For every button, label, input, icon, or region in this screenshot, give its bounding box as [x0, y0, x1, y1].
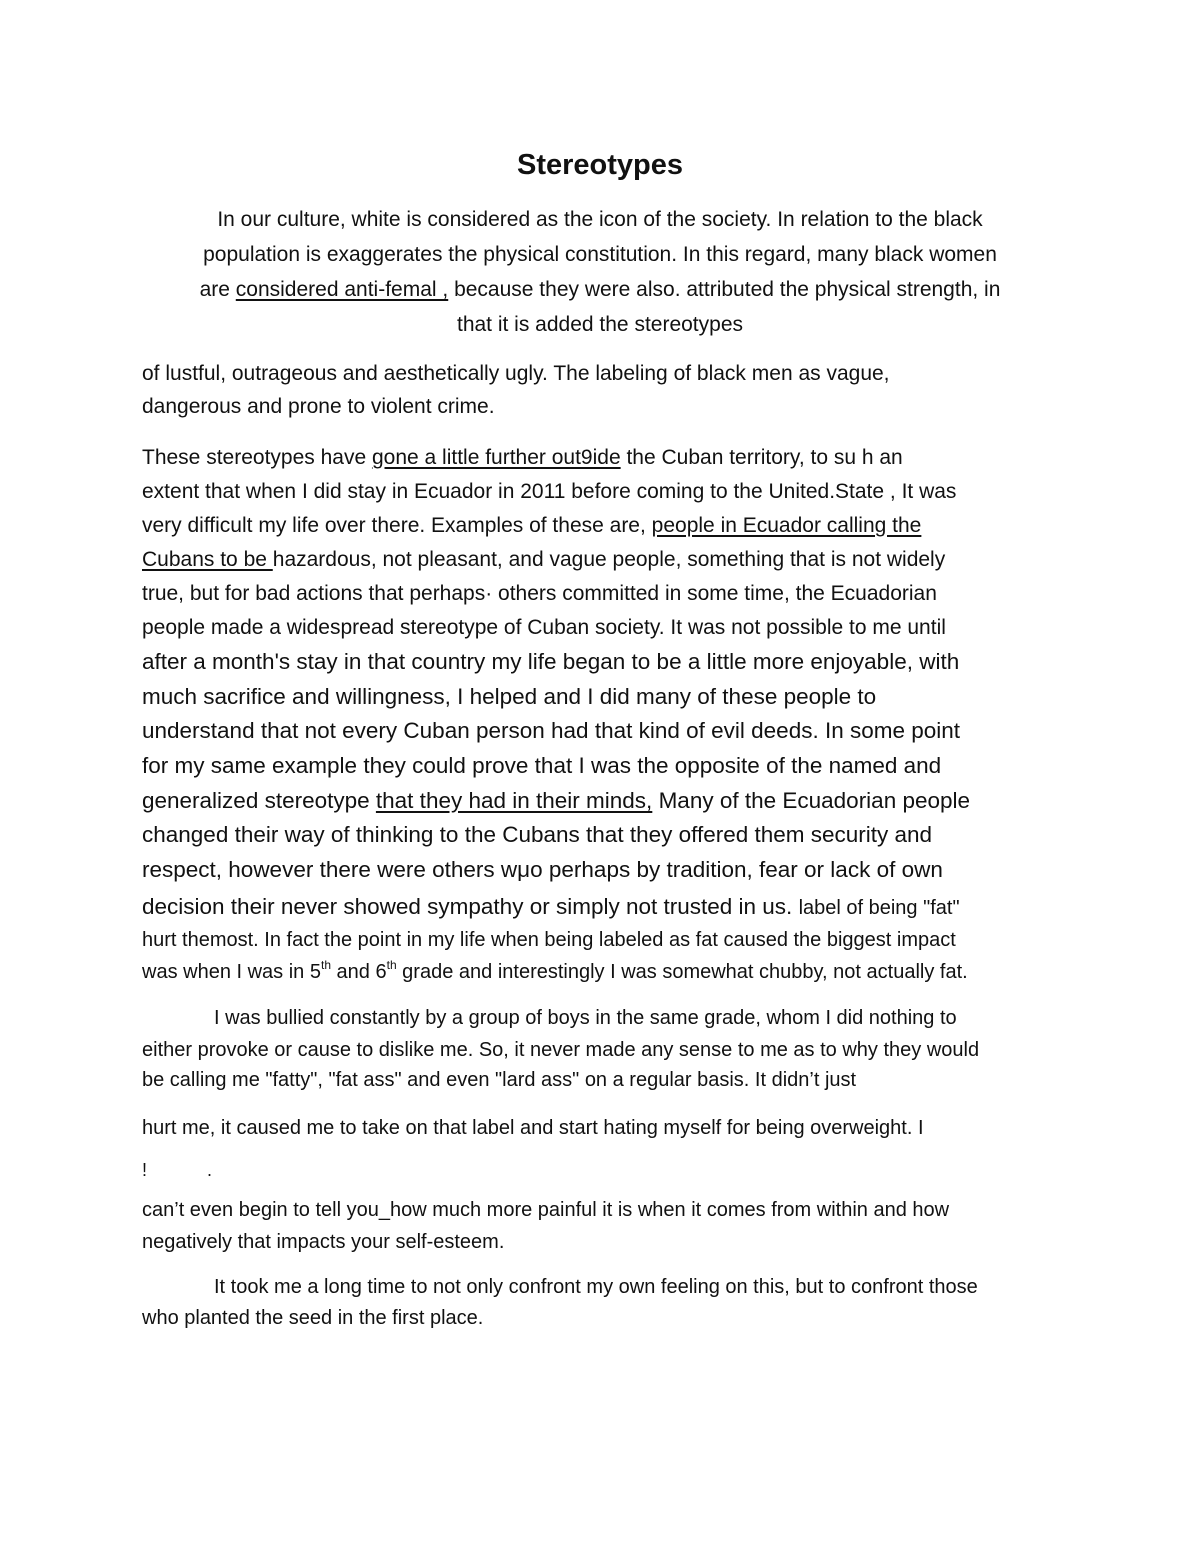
- paragraph-3-line-10: for my same example they could prove that I was the opposite of the named and: [142, 753, 942, 778]
- paragraph-7-line-1: It took me a long time to not only confront my own feeling on this, but to confront those: [214, 1276, 978, 1298]
- paragraph-1-line-3: [0, 275, 1200, 305]
- text-run: hazardous, not pleasant, and vague people, something that is not widely: [272, 548, 946, 571]
- text-run: the Cuban territory, to su h an: [620, 446, 903, 469]
- paragraph-3-line-2: extent that when I did stay in Ecuador in 2011 before coming to the United.State , It was: [142, 480, 957, 503]
- paragraph-3-line-13: respect, however there were others wμo perhaps by tradition, fear or lack of own: [142, 857, 943, 882]
- paragraph-3-line-15: hurt themost. In fact the point in my life when being labeled as fat caused the biggest impact: [142, 929, 956, 951]
- underlined-text: Cubans to be: [142, 548, 273, 571]
- underlined-text: that they had in their minds,: [375, 788, 653, 813]
- text-run: decision their never showed sympathy or simply not trusted in us.: [142, 894, 799, 919]
- paragraph-4-line-2: either provoke or cause to dislike me. So, it never made any sense to me as to why they would: [142, 1039, 980, 1061]
- paragraph-3-line-7: after a month's stay in that country my life began to be a little more enjoyable, with: [142, 649, 960, 674]
- paragraph-6-line-2: negatively that impacts your self-esteem.: [142, 1231, 505, 1253]
- underlined-text: gone a little further out9ide: [371, 446, 621, 469]
- text-run: Many of the Ecuadorian people: [652, 788, 971, 813]
- paragraph-3-line-5: true, but for bad actions that perhaps· others committed in some time, the Ecuadorian: [142, 582, 937, 605]
- paragraph-1-line-4: that it is added the stereotypes: [456, 313, 743, 336]
- superscript: th: [386, 958, 397, 972]
- text-run: label of being "fat": [798, 897, 960, 919]
- paragraph-7-line-2: who planted the seed in the first place.: [142, 1307, 484, 1329]
- text-run: These stereotypes have: [142, 446, 372, 469]
- underlined-text: people in Ecuador calling the: [651, 514, 922, 537]
- paragraph-3-line-14: [142, 892, 960, 923]
- paragraph-3-line-11: [142, 786, 970, 816]
- paragraph-2-line-2: dangerous and prone to violent crime.: [142, 395, 495, 418]
- text-run: was when I was in 5: [142, 961, 321, 983]
- document-title: Stereotypes: [516, 149, 683, 181]
- superscript: th: [320, 958, 331, 972]
- paragraph-5-line-1: hurt me, it caused me to take on that label and start hating myself for being overweight. I: [142, 1117, 924, 1139]
- paragraph-3-line-16: [142, 957, 968, 987]
- text-run: are: [199, 278, 236, 301]
- paragraph-4-line-3: be calling me "fatty", "fat ass" and even "lard ass" on a regular basis. It didn’t just: [142, 1069, 857, 1091]
- paragraph-3-line-8: much sacrifice and willingness, I helped and I did many of these people to: [142, 684, 877, 709]
- stray-marks: ! .: [142, 1160, 213, 1180]
- paragraph-3-line-6: people made a widespread stereotype of Cuban society. It was not possible to me until: [142, 616, 946, 639]
- paragraph-3-line-4: [142, 545, 945, 575]
- paragraph-3-line-12: changed their way of thinking to the Cubans that they offered them security and: [142, 822, 933, 847]
- text-run: because they were also. attributed the physical strength, in: [448, 278, 1001, 301]
- text-run: and 6: [331, 961, 387, 983]
- paragraph-2-line-1: of lustful, outrageous and aesthetically ugly. The labeling of black men as vague,: [142, 362, 890, 385]
- text-run: grade and interestingly I was somewhat chubby, not actually fat.: [396, 961, 968, 983]
- paragraph-1-line-1: In our culture, white is considered as the icon of the society. In relation to the black: [217, 208, 983, 231]
- paragraph-4-line-1: I was bullied constantly by a group of boys in the same grade, whom I did nothing to: [214, 1007, 957, 1029]
- paragraph-6-line-1: can’t even begin to tell you_how much more painful it is when it comes from within and how: [142, 1199, 950, 1221]
- text-run: generalized stereotype: [142, 788, 376, 813]
- paragraph-1-line-2: population is exaggerates the physical constitution. In this regard, many black women: [203, 243, 997, 266]
- underlined-text: considered anti-femal ,: [235, 278, 449, 301]
- text-run: very difficult my life over there. Examples of these are,: [142, 514, 652, 537]
- paragraph-3-line-1: [142, 443, 903, 473]
- paragraph-3-line-3: [142, 511, 921, 541]
- paragraph-3-line-9: understand that not every Cuban person had that kind of evil deeds. In some point: [142, 718, 961, 743]
